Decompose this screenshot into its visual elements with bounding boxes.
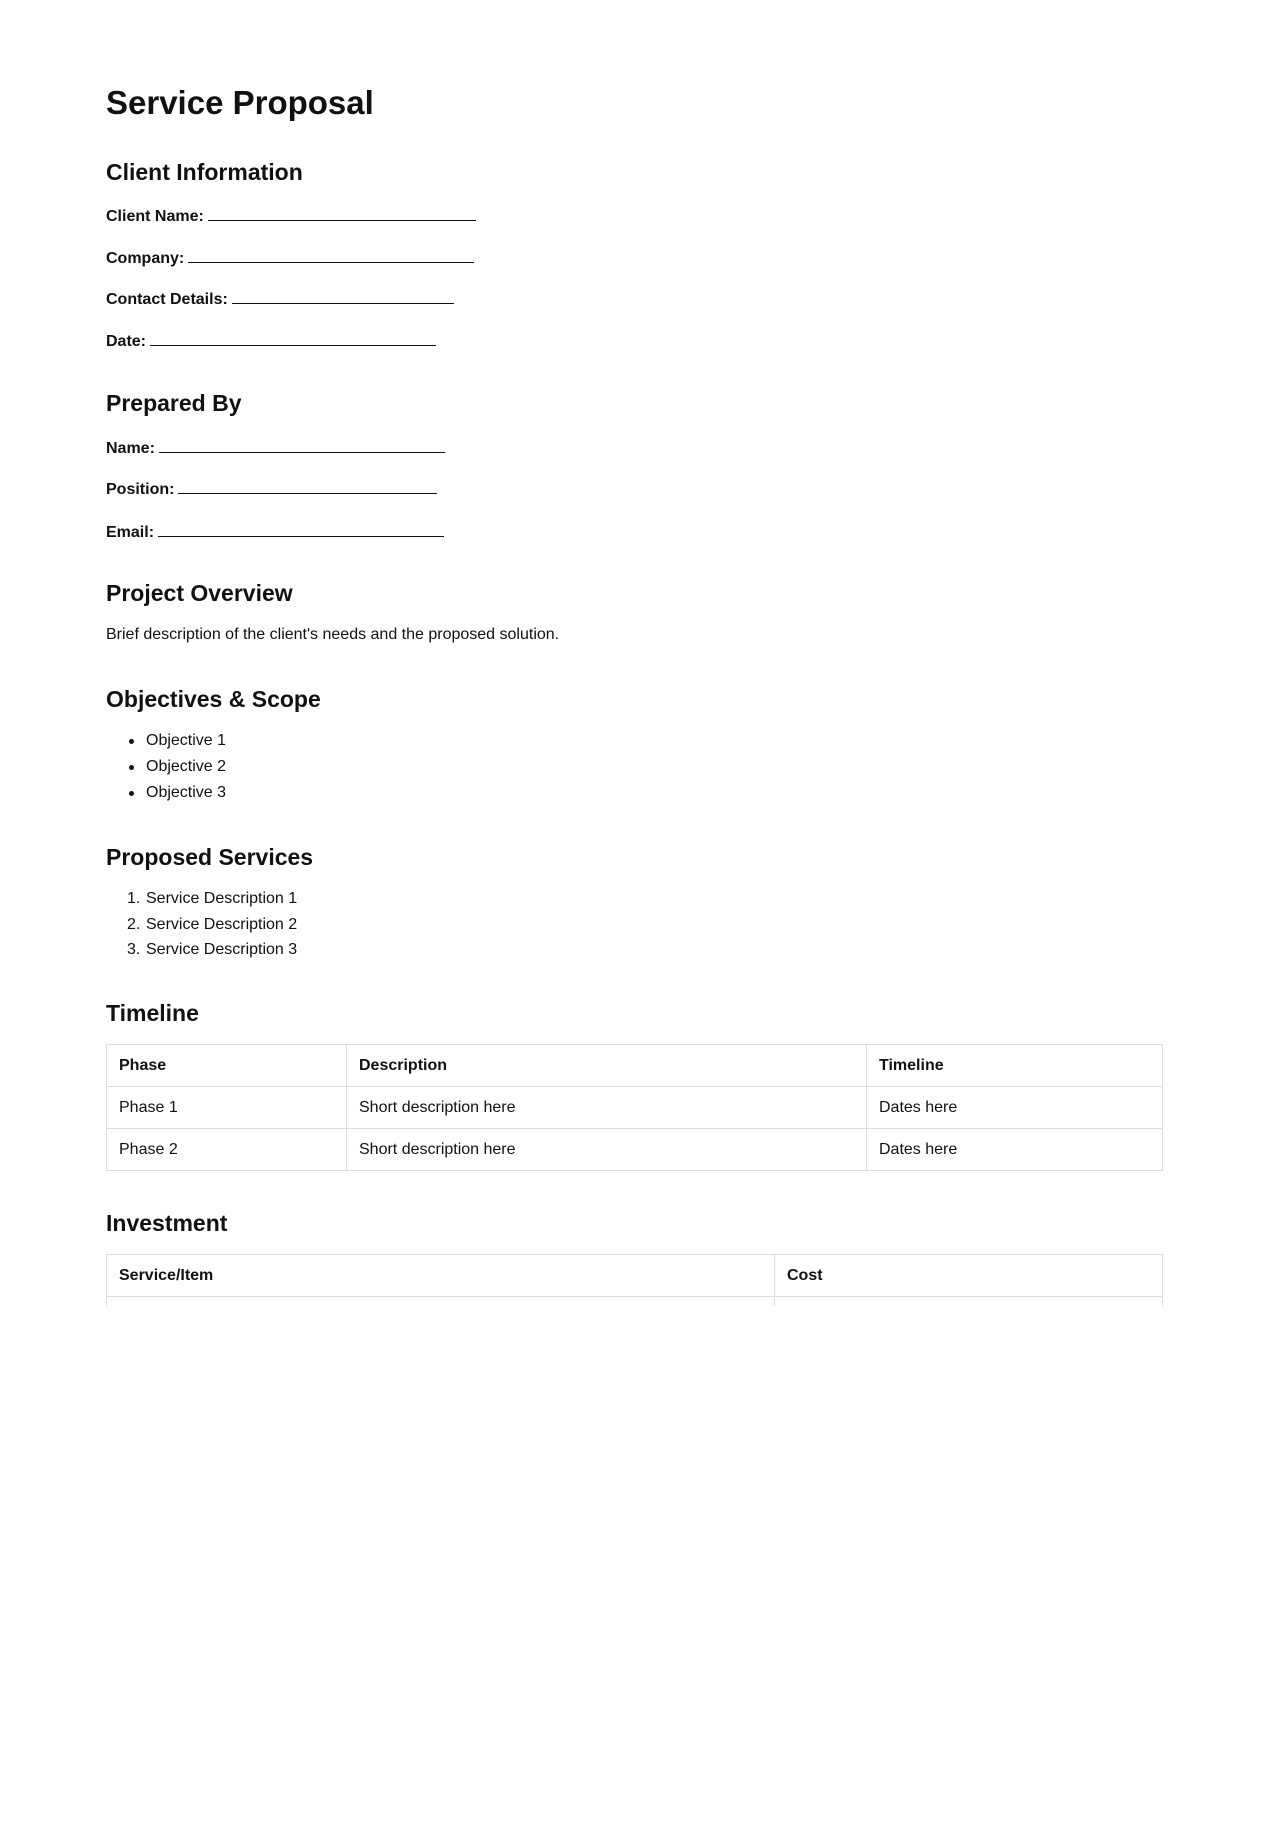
table-header-row bbox=[107, 1045, 1163, 1087]
column-header: Phase bbox=[107, 1045, 347, 1087]
bullet-icon bbox=[129, 765, 134, 770]
company-field bbox=[106, 248, 474, 267]
bullet-icon bbox=[129, 739, 134, 744]
blank-line bbox=[158, 522, 444, 537]
list-number: 2. bbox=[127, 916, 141, 933]
list-item bbox=[146, 733, 226, 749]
list-item bbox=[127, 916, 298, 933]
blank-line bbox=[208, 206, 476, 221]
blank-line bbox=[159, 438, 445, 453]
blank-line bbox=[150, 331, 436, 346]
field-label: Position: bbox=[106, 481, 175, 498]
list-item bbox=[127, 941, 298, 958]
client-information-heading: Client Information bbox=[106, 159, 303, 185]
table-cell: Short description here bbox=[347, 1087, 867, 1129]
table-cell: Dates here bbox=[867, 1129, 1163, 1171]
list-item bbox=[146, 785, 226, 801]
contact-details-field bbox=[106, 289, 454, 308]
table-cell: Phase 1 bbox=[107, 1087, 347, 1129]
list-number: 1. bbox=[127, 890, 141, 907]
project-overview-text: Brief description of the client's needs and the proposed solution. bbox=[106, 626, 560, 643]
field-label: Contact Details: bbox=[106, 291, 228, 308]
blank-line bbox=[178, 479, 437, 494]
bullet-icon bbox=[129, 791, 134, 796]
list-item-text: Service Description 1 bbox=[146, 890, 298, 907]
email-field bbox=[106, 522, 444, 541]
client-name-field bbox=[106, 206, 476, 225]
table-cell: Phase 2 bbox=[107, 1129, 347, 1171]
list-item-text: Objective 2 bbox=[146, 758, 227, 775]
timeline-table bbox=[106, 1044, 1163, 1171]
table-cell: Short description here bbox=[347, 1129, 867, 1171]
timeline-heading: Timeline bbox=[106, 1000, 199, 1026]
field-label: Company: bbox=[106, 250, 185, 267]
prepared-by-heading: Prepared By bbox=[106, 390, 242, 416]
investment-heading: Investment bbox=[106, 1210, 228, 1236]
list-number: 3. bbox=[127, 941, 141, 958]
list-item-text: Objective 3 bbox=[146, 784, 227, 801]
field-label: Date: bbox=[106, 333, 147, 350]
column-header: Cost bbox=[775, 1255, 1163, 1297]
objectives-heading: Objectives & Scope bbox=[106, 686, 321, 712]
table-header-row bbox=[107, 1255, 1163, 1297]
project-overview-heading: Project Overview bbox=[106, 580, 293, 606]
name-field bbox=[106, 438, 445, 457]
list-item-text: Service Description 3 bbox=[146, 941, 298, 958]
proposed-services-heading: Proposed Services bbox=[106, 844, 314, 870]
field-label: Client Name: bbox=[106, 208, 204, 225]
list-item-text: Objective 1 bbox=[146, 732, 227, 749]
blank-line bbox=[232, 289, 454, 304]
list-item bbox=[146, 759, 226, 775]
field-label: Email: bbox=[106, 524, 155, 541]
list-item bbox=[127, 890, 298, 907]
position-field bbox=[106, 479, 437, 498]
table-row bbox=[107, 1129, 1163, 1171]
field-label: Name: bbox=[106, 440, 155, 457]
page-title: Service Proposal bbox=[106, 84, 374, 121]
column-header: Service/Item bbox=[107, 1255, 775, 1297]
column-header: Timeline bbox=[867, 1045, 1163, 1087]
page-cutoff bbox=[0, 1306, 1263, 1826]
table-cell: Dates here bbox=[867, 1087, 1163, 1129]
column-header: Description bbox=[347, 1045, 867, 1087]
list-item-text: Service Description 2 bbox=[146, 916, 298, 933]
date-field bbox=[106, 331, 436, 350]
blank-line bbox=[188, 248, 474, 263]
table-row bbox=[107, 1087, 1163, 1129]
